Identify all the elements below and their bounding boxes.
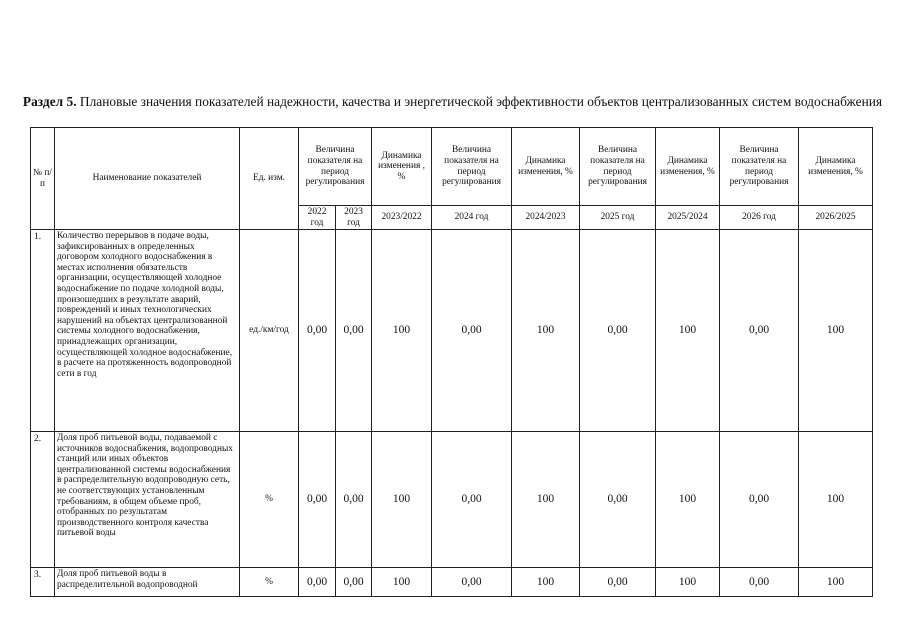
value-cell: 100 bbox=[512, 230, 580, 432]
value-cell: 100 bbox=[656, 568, 720, 597]
year-header: 2026/2025 bbox=[799, 206, 873, 230]
indicator-name: Доля проб питьевой воды в распределительной водопроводной bbox=[55, 568, 240, 597]
col-header-unit: Ед. изм. bbox=[240, 128, 299, 230]
value-cell: 100 bbox=[512, 568, 580, 597]
value-cell: 0,00 bbox=[720, 432, 799, 568]
value-cell: 100 bbox=[372, 230, 432, 432]
section-title-number: Раздел 5. bbox=[22, 94, 77, 109]
value-cell: 100 bbox=[656, 432, 720, 568]
row-number: 2. bbox=[31, 432, 55, 568]
unit-cell: % bbox=[240, 432, 299, 568]
year-header: 2023/2022 bbox=[372, 206, 432, 230]
value-cell: 0,00 bbox=[299, 568, 336, 597]
header-row bbox=[31, 128, 873, 206]
col-header-num: № п/п bbox=[31, 128, 55, 230]
unit-cell: ед./км/год bbox=[240, 230, 299, 432]
value-cell: 0,00 bbox=[432, 230, 512, 432]
year-header: 2023 год bbox=[336, 206, 372, 230]
value-cell: 0,00 bbox=[580, 230, 656, 432]
value-cell: 0,00 bbox=[336, 568, 372, 597]
year-header: 2025 год bbox=[580, 206, 656, 230]
value-cell: 0,00 bbox=[580, 432, 656, 568]
value-cell: 0,00 bbox=[336, 230, 372, 432]
indicator-name: Доля проб питьевой воды, подаваемой с источников водоснабжения, водопроводных станций или иных объектов централизованной системы водоснабжения в распределительную водопроводную сеть, не соответствующих установленным требованиям, в общем объеме проб, отобранных по результатам производственного контроля качества питьевой воды bbox=[55, 432, 240, 568]
value-cell: 0,00 bbox=[299, 432, 336, 568]
value-cell: 100 bbox=[799, 230, 873, 432]
value-cell: 0,00 bbox=[720, 568, 799, 597]
value-cell: 0,00 bbox=[720, 230, 799, 432]
year-header: 2022 год bbox=[299, 206, 336, 230]
row-number: 1. bbox=[31, 230, 55, 432]
year-header: 2024/2023 bbox=[512, 206, 580, 230]
value-cell: 0,00 bbox=[299, 230, 336, 432]
value-cell: 100 bbox=[372, 568, 432, 597]
value-cell: 100 bbox=[656, 230, 720, 432]
year-header: 2024 год bbox=[432, 206, 512, 230]
col-header-dynamics-2024: Динамика изменения, % bbox=[512, 128, 580, 206]
value-cell: 100 bbox=[512, 432, 580, 568]
value-cell: 0,00 bbox=[336, 432, 372, 568]
col-header-value-2023: Величина показателя на период регулирования bbox=[299, 128, 372, 206]
col-header-value-2025: Величина показателя на период регулирования bbox=[580, 128, 656, 206]
section-title bbox=[0, 94, 905, 109]
value-cell: 100 bbox=[799, 568, 873, 597]
col-header-value-2026: Величина показателя на период регулирования bbox=[720, 128, 799, 206]
value-cell: 0,00 bbox=[432, 568, 512, 597]
col-header-name: Наименование показателей bbox=[55, 128, 240, 230]
value-cell: 0,00 bbox=[432, 432, 512, 568]
col-header-dynamics-2023: Динамика изменения , % bbox=[372, 128, 432, 206]
year-header: 2026 год bbox=[720, 206, 799, 230]
table-row bbox=[31, 432, 873, 568]
unit-cell: % bbox=[240, 568, 299, 597]
row-number: 3. bbox=[31, 568, 55, 597]
year-header: 2025/2024 bbox=[656, 206, 720, 230]
col-header-value-2024: Величина показателя на период регулирования bbox=[432, 128, 512, 206]
table-row bbox=[31, 230, 873, 432]
col-header-dynamics-2026: Динамика изменения, % bbox=[799, 128, 873, 206]
value-cell: 100 bbox=[799, 432, 873, 568]
value-cell: 0,00 bbox=[580, 568, 656, 597]
indicator-name: Количество перерывов в подаче воды, зафиксированных в определенных договором холодного водоснабжения в местах исполнения обязательств организации, осуществляющей холодное водоснабжение по подаче холодной воды, произошедших в результате аварий, повреждений и иных технологических нарушений на объектах централизованной системы холодного водоснабжения, принадлежащих организации, осуществляющей холодное водоснабжение, в расчете на протяженность водопроводной сети в год bbox=[55, 230, 240, 432]
section-title-text: Плановые значения показателей надежности, качества и энергетической эффективности объектов централизованных систем водоснабжения bbox=[76, 94, 883, 109]
col-header-dynamics-2025: Динамика изменения, % bbox=[656, 128, 720, 206]
value-cell: 100 bbox=[372, 432, 432, 568]
indicators-table bbox=[30, 127, 873, 597]
table-row bbox=[31, 568, 873, 597]
